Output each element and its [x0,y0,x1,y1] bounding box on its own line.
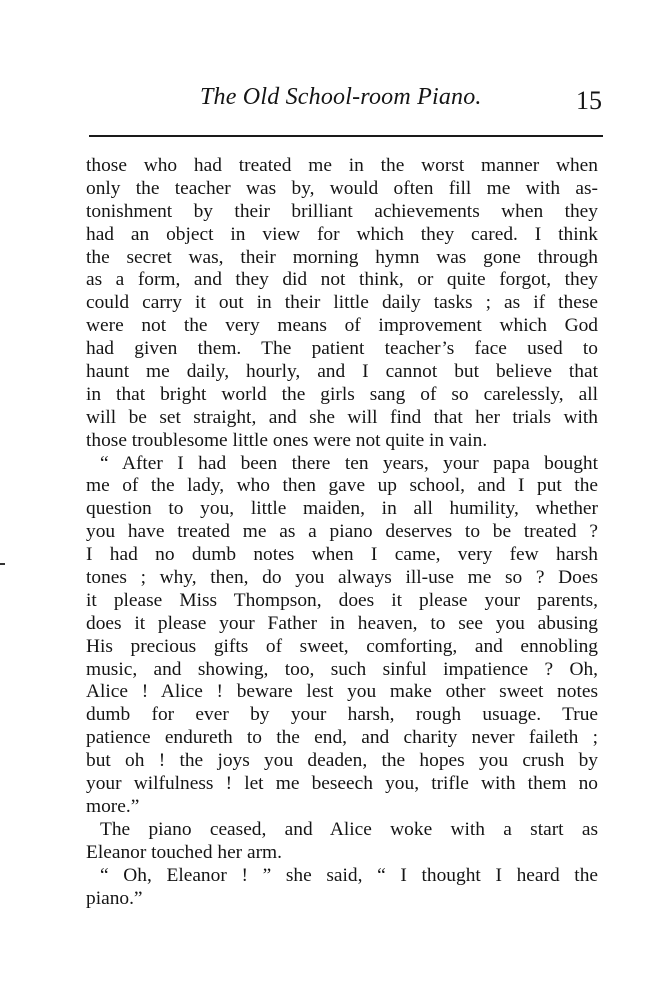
text-line: music, and showing, too, such sinful impatience ? Oh, [86,658,598,680]
text-line: Eleanor touched her arm. [86,841,282,863]
text-line: haunt me daily, hourly, and I cannot but believe that [86,361,598,383]
text-line: but oh ! the joys you deaden, the hopes you crush by [86,750,598,772]
text-line: “ Oh, Eleanor ! ” she said, “ I thought I heard the [100,864,598,886]
text-line: those who had treated me in the worst manner when [86,155,598,176]
text-line: as a form, and they did not think, or quite forgot, they [86,269,598,291]
text-line: patience endureth to the end, and charity never faileth ; [86,727,598,749]
text-line: it please Miss Thompson, does it please your parents, [86,589,598,611]
text-line: only the teacher was by, would often fill me with as- [86,177,598,199]
text-line: tones ; why, then, do you always ill-use me so ? Does [86,567,598,589]
text-line: had given them. The patient teacher’s face used to [86,338,598,360]
text-line: me of the lady, who then gave up school, and I put the [86,475,598,497]
page-number: 15 [576,86,602,115]
running-title: The Old School-room Piano. [200,84,482,110]
text-line: I had no dumb notes when I came, very few harsh [86,544,598,566]
text-line: those troublesome little ones were not quite in vain. [86,429,488,451]
text-line: will be set straight, and she will find that her trials with [86,406,598,428]
text-line: could carry it out in their little daily tasks ; as if these [86,292,598,314]
text-line: dumb for ever by your harsh, rough usuage. True [86,704,598,726]
text-line: had an object in view for which they cared. I think [86,223,598,245]
text-line: question to you, little maiden, in all humility, whether [86,498,598,520]
text-line: “ After I had been there ten years, your papa bought [100,452,598,474]
header-rule [89,135,603,137]
page-header [86,84,606,118]
text-line: His precious gifts of sweet, comforting, and ennobling [86,635,598,657]
text-line: Alice ! Alice ! beware lest you make other sweet notes [86,681,598,703]
text-line: in that bright world the girls sang of so carelessly, all [86,383,598,405]
text-line: your wilfulness ! let me beseech you, trifle with them no [86,773,598,795]
margin-mark [0,563,5,565]
text-line: more.” [86,795,140,817]
text-line: you have treated me as a piano deserves to be treated ? [86,521,598,543]
text-line: does it please your Father in heaven, to see you abusing [86,612,598,634]
text-line: the secret was, their morning hymn was gone through [86,246,598,268]
text-line: The piano ceased, and Alice woke with a start as [100,818,598,840]
text-line: were not the very means of improvement which God [86,315,598,337]
body-text [86,155,598,910]
text-line: tonishment by their brilliant achievements when they [86,200,598,222]
text-line: piano.” [86,887,143,909]
